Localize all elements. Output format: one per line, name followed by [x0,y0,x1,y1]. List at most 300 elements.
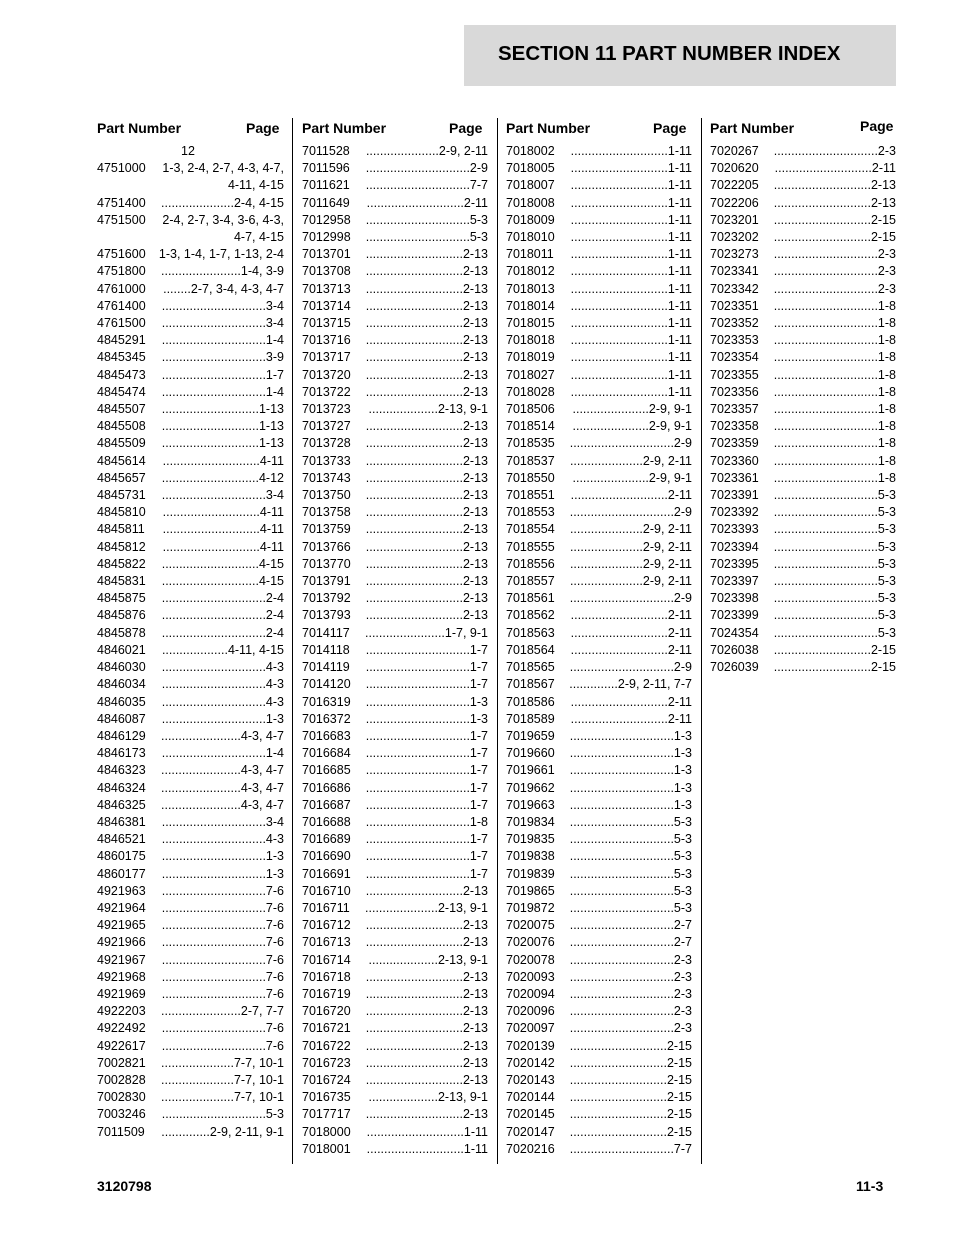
part-number: 7018565 [506,660,555,675]
part-number: 4845614 [97,453,146,468]
index-row [97,332,284,349]
page-reference-text: 2-13 [462,1004,488,1019]
dot-leader: .............................. [161,608,266,623]
page-reference [555,1055,692,1072]
page-reference-text: 2-15 [870,230,896,245]
dot-leader: .............................. [161,746,266,761]
dot-leader: ............................ [570,212,668,227]
part-number: 7017717 [302,1107,351,1122]
index-row [506,883,692,900]
part-number: 4761400 [97,298,146,313]
page-reference-text: 5-3 [469,212,488,227]
dot-leader: ............................ [365,591,463,606]
dot-leader: ............................ [366,195,464,210]
index-row [97,573,284,590]
dot-leader: ..................... [569,556,643,571]
page-reference-text: 7-7 [469,178,488,193]
page-reference [555,659,692,676]
index-row [97,281,284,298]
part-number: 7011649 [302,195,350,210]
index-row [302,401,488,418]
part-number: 7019663 [506,797,555,812]
page-reference-text: 1-11 [667,298,692,313]
page-reference [350,900,488,917]
page-reference [555,625,692,642]
page-reference [351,212,488,229]
dot-leader: .............................. [161,333,266,348]
dot-leader: .............................. [161,900,266,915]
index-row [302,952,488,969]
index-row [302,1141,488,1158]
page-reference-text: 2-13 [870,195,896,210]
index-row [302,745,488,762]
page-reference-text: 1-8 [877,419,896,434]
page-reference-text: 4-11 [259,453,284,468]
page-reference-text: 2-4, 4-15 [233,195,284,210]
page-reference-text: 1-8 [877,470,896,485]
page-reference-text: 4-3 [265,694,284,709]
page-reference-text: 1-3 [265,849,284,864]
part-number: 7018537 [506,453,555,468]
part-number: 4846030 [97,660,146,675]
part-number: 7023399 [710,608,759,623]
index-row [710,539,896,556]
part-number: 7018563 [506,625,555,640]
dot-leader: .............................. [161,677,266,692]
dot-leader: .............. [569,677,618,692]
part-number: 4922203 [97,1004,146,1019]
column-heading-part-number: Part Number [506,120,591,136]
index-row [506,711,692,728]
page-reference [351,298,488,315]
part-number: 7023391 [710,488,759,503]
page-reference [555,1038,692,1055]
page-reference-text: 1-3 [469,711,488,726]
part-number: 7020093 [506,969,555,984]
page-reference [351,917,488,934]
dot-leader: ............................ [570,281,668,296]
dot-leader: ....................... [161,728,241,743]
part-number: 4845507 [97,402,146,417]
dot-leader: ..................... [569,453,643,468]
dot-leader: .............................. [161,350,266,365]
page-reference-text: 2-9, 9-1 [648,470,692,485]
page-reference-text: 2-13, 9-1 [437,900,488,915]
dot-leader: ............................ [570,247,668,262]
page-reference-text: 2-9, 9-1 [648,419,692,434]
page-reference-text: 1-7 [469,660,488,675]
page-reference-text: 1-11 [667,212,692,227]
page-reference [351,986,488,1003]
index-row [710,573,896,590]
page-reference-text: 5-3 [673,883,692,898]
dot-leader: .............................. [569,728,674,743]
dot-leader: ............................ [365,350,463,365]
index-row [97,711,284,728]
index-row [302,917,488,934]
page-reference-text: 2-3 [673,1004,692,1019]
column-heading-page: Page [653,120,687,136]
page-reference [759,590,896,607]
page-reference [759,539,896,556]
index-row [97,831,284,848]
page-reference-text: 1-11 [667,316,692,331]
page-reference-text: 2-13, 9-1 [437,402,488,417]
index-row [302,470,488,487]
page-reference-text: 2-9, 2-11, 9-1 [209,1124,284,1139]
page-reference [555,384,692,401]
dot-leader: ............................ [365,333,463,348]
part-number: 4751800 [97,264,146,279]
index-row [506,1106,692,1123]
page-reference [759,332,896,349]
page-reference-text: 1-8 [877,367,896,382]
dot-leader: ............................ [365,367,463,382]
page-reference [351,1124,488,1141]
page-reference [759,263,896,280]
dot-leader: ............................ [365,419,463,434]
page-reference [146,607,284,624]
page-reference-text: 1-4 [265,746,284,761]
part-number: 7013727 [302,419,351,434]
page-reference-text: 1-3 [673,780,692,795]
index-row [710,418,896,435]
page-reference [351,866,488,883]
page-reference [146,814,284,831]
dot-leader: .............................. [569,1021,674,1036]
index-row [506,401,692,418]
dot-leader: .............................. [161,625,266,640]
dot-leader: ............................ [161,436,259,451]
part-number: 7013770 [302,556,351,571]
index-row [302,797,488,814]
part-number: 7019661 [506,763,555,778]
part-number: 4846173 [97,746,146,761]
dot-leader: ............................ [773,230,871,245]
index-row [506,384,692,401]
index-row [302,435,488,452]
page-reference [351,1020,488,1037]
index-row [710,470,896,487]
page-reference [555,866,692,883]
page-reference [555,797,692,814]
page-reference [555,487,692,504]
part-number: 7020144 [506,1090,555,1105]
page-reference [759,229,896,246]
page-reference-text: 5-3 [877,522,896,537]
page-reference [146,831,284,848]
index-row [302,332,488,349]
index-row [302,315,488,332]
page-reference: 2-4, 2-7, 3-4, 3-6, 4-3, 4-7, 4-15 [162,212,284,245]
index-row [506,1072,692,1089]
page-reference-text: 2-3 [877,264,896,279]
part-number: 7016687 [302,797,351,812]
part-number: 7018015 [506,316,555,331]
page-reference [351,332,488,349]
part-number: 7018561 [506,591,555,606]
dot-leader: ............................ [773,212,871,227]
page-reference-text: 5-3 [673,832,692,847]
page-reference [555,934,692,951]
dot-leader: .............................. [773,470,878,485]
index-row [302,831,488,848]
part-number: 7003246 [97,1107,146,1122]
index-row [506,281,692,298]
page-reference [146,866,284,883]
part-number: 7018554 [506,522,555,537]
dot-leader: .............................. [773,419,878,434]
page-reference [146,315,284,332]
page-reference-text: 4-3 [265,677,284,692]
index-row [302,848,488,865]
dot-leader: ............................ [570,367,668,382]
page-reference [555,332,692,349]
index-row [97,1089,284,1106]
page-reference [759,573,896,590]
part-number: 7016714 [302,952,351,967]
page-reference [146,952,284,969]
dot-leader: ............................ [570,195,668,210]
page-reference-text: 1-3 [673,728,692,743]
page-reference-text: 4-3 [265,660,284,675]
dot-leader: .............................. [161,316,266,331]
section-title: SECTION 11 PART NUMBER INDEX [498,42,841,65]
dot-leader: .............................. [773,402,878,417]
part-number: 7016688 [302,814,351,829]
part-number: 7019838 [506,849,555,864]
part-number: 7020078 [506,952,555,967]
dot-leader: ................... [161,642,228,657]
page-reference [555,315,692,332]
page-reference-text: 2-13 [462,470,488,485]
page-reference [351,384,488,401]
dot-leader: .............................. [161,952,266,967]
index-row [97,556,284,573]
dot-leader: ..................... [569,522,643,537]
page-reference [146,435,284,452]
part-number: 7013792 [302,591,351,606]
index-row [506,195,692,212]
page-reference-text: 2-13 [462,1038,488,1053]
index-row [302,969,488,986]
page-reference-text: 2-13 [462,986,488,1001]
page-reference [351,470,488,487]
page-reference-text: 1-7 [469,642,488,657]
dot-leader: .............................. [569,814,674,829]
dot-leader: ............................ [570,178,668,193]
page-reference [759,315,896,332]
page-reference-text: 5-3 [469,230,488,245]
page-reference-text: 2-3 [673,1021,692,1036]
index-row [97,435,284,452]
part-number: 7023398 [710,591,759,606]
page-reference-text: 2-13 [462,281,488,296]
index-row [710,590,896,607]
part-number: 7022206 [710,195,759,210]
page-reference [759,487,896,504]
index-row [506,866,692,883]
part-number: 7012998 [302,230,351,245]
index-row [710,504,896,521]
index-row [97,1124,284,1141]
column-divider [497,118,498,1164]
page-reference-text: 1-11 [667,264,692,279]
dot-leader: ............................ [570,608,668,623]
page-reference [759,607,896,624]
index-row [302,1055,488,1072]
index-row [97,883,284,900]
page-reference-text: 2-7, 3-4, 4-3, 4-7 [190,281,284,296]
dot-leader: .............................. [773,144,878,158]
dot-leader: .............................. [365,763,470,778]
part-number: 7014118 [302,642,350,657]
page-reference-text: 2-13 [462,316,488,331]
page-reference [146,384,284,401]
dot-leader: ............................ [365,883,463,898]
index-row [710,401,896,418]
part-number: 7013708 [302,264,351,279]
page-reference-text: 4-3, 4-7 [240,797,284,812]
index-row [506,1020,692,1037]
index-row [302,539,488,556]
index-row [97,934,284,951]
index-row [506,229,692,246]
dot-leader: .............................. [773,556,878,571]
page-reference [351,487,488,504]
dot-leader: ....................... [161,264,241,279]
index-row [506,504,692,521]
page-reference [351,1003,488,1020]
page-reference [759,625,896,642]
dot-leader: ............................ [570,333,668,348]
page-reference [351,848,488,865]
index-row [710,349,896,366]
page-reference-text: 1-3 [265,711,284,726]
page-reference-text: 1-7 [469,677,488,692]
part-number: 4845876 [97,608,146,623]
index-row [97,470,284,487]
page-reference-text: 1-7 [469,866,488,881]
part-number: 7013714 [302,298,351,313]
part-number: 7023397 [710,574,759,589]
page-reference-text: 1-13 [258,402,284,417]
page-reference [146,762,284,779]
part-number: 7016691 [302,866,351,881]
page-reference-text: 2-15 [666,1055,692,1070]
page-reference [351,607,488,624]
page-reference [146,281,284,298]
page-reference [351,969,488,986]
page-reference-text: 1-7 [469,728,488,743]
dot-leader: ............................ [365,264,463,279]
page-reference [759,659,896,676]
dot-leader: ..................... [365,900,438,915]
dot-leader: ............................ [569,1107,667,1122]
page-reference [350,625,488,642]
page-reference-text: 2-11 [667,488,692,503]
dot-leader: ............................ [773,642,871,657]
dot-leader: .............................. [773,539,878,554]
part-number: 7014120 [302,677,351,692]
part-number: 7023393 [710,522,759,537]
index-row [97,728,284,745]
page-reference-text: 2-9 [469,161,488,176]
part-number: 7016710 [302,883,351,898]
page-reference [350,143,488,160]
part-number: 4845509 [97,436,146,451]
page-reference-text: 1-7 [469,832,488,847]
part-number: 7018553 [506,505,555,520]
index-row [97,625,284,642]
index-row [710,143,896,160]
index-row [710,607,896,624]
dot-leader: ............................ [365,1004,463,1019]
index-row [302,1038,488,1055]
page-reference [145,1124,284,1141]
dot-leader: ............................ [570,642,668,657]
page-reference [350,177,488,194]
index-row [97,745,284,762]
part-number: 7016713 [302,935,351,950]
page-reference-text: 2-15 [870,642,896,657]
index-row [506,263,692,280]
page-reference [146,969,284,986]
dot-leader: ............................ [365,316,463,331]
page-reference [555,281,692,298]
dot-leader: .............................. [773,505,878,520]
page-reference [351,1038,488,1055]
page-reference-text: 2-13 [462,436,488,451]
page-reference [146,263,284,280]
index-row [302,384,488,401]
part-number: 7016683 [302,728,351,743]
dot-leader: .............................. [161,969,266,984]
index-row [506,332,692,349]
index-row [97,1020,284,1037]
page-reference [555,917,692,934]
index-row [506,676,692,693]
page-reference-text: 1-7 [469,797,488,812]
page-reference [555,143,692,160]
index-row [506,1003,692,1020]
page-reference-text: 2-13 [462,247,488,262]
part-number: 4846381 [97,814,146,829]
part-number: 7023354 [710,350,759,365]
dot-leader: .............................. [161,1107,266,1122]
dot-leader: .............................. [773,350,878,365]
page-reference-text: 2-13 [462,505,488,520]
page-reference-text: 5-3 [673,866,692,881]
part-number: 7016720 [302,1004,351,1019]
page-reference-text: 2-4 [265,591,284,606]
index-row [506,470,692,487]
index-row [710,625,896,642]
page-reference [555,1003,692,1020]
page-reference-text: 2-13 [462,350,488,365]
index-row [710,212,896,229]
page-reference-text: 1-11 [667,333,692,348]
index-row [710,160,896,177]
part-number: 7023352 [710,316,759,331]
page-reference-text: 2-15 [666,1072,692,1087]
dot-leader: .............................. [569,746,674,761]
index-row [302,143,488,160]
index-row [506,573,692,590]
dot-leader: .............................. [569,1141,674,1156]
page-reference [351,1072,488,1089]
dot-leader: ............................ [365,969,463,984]
